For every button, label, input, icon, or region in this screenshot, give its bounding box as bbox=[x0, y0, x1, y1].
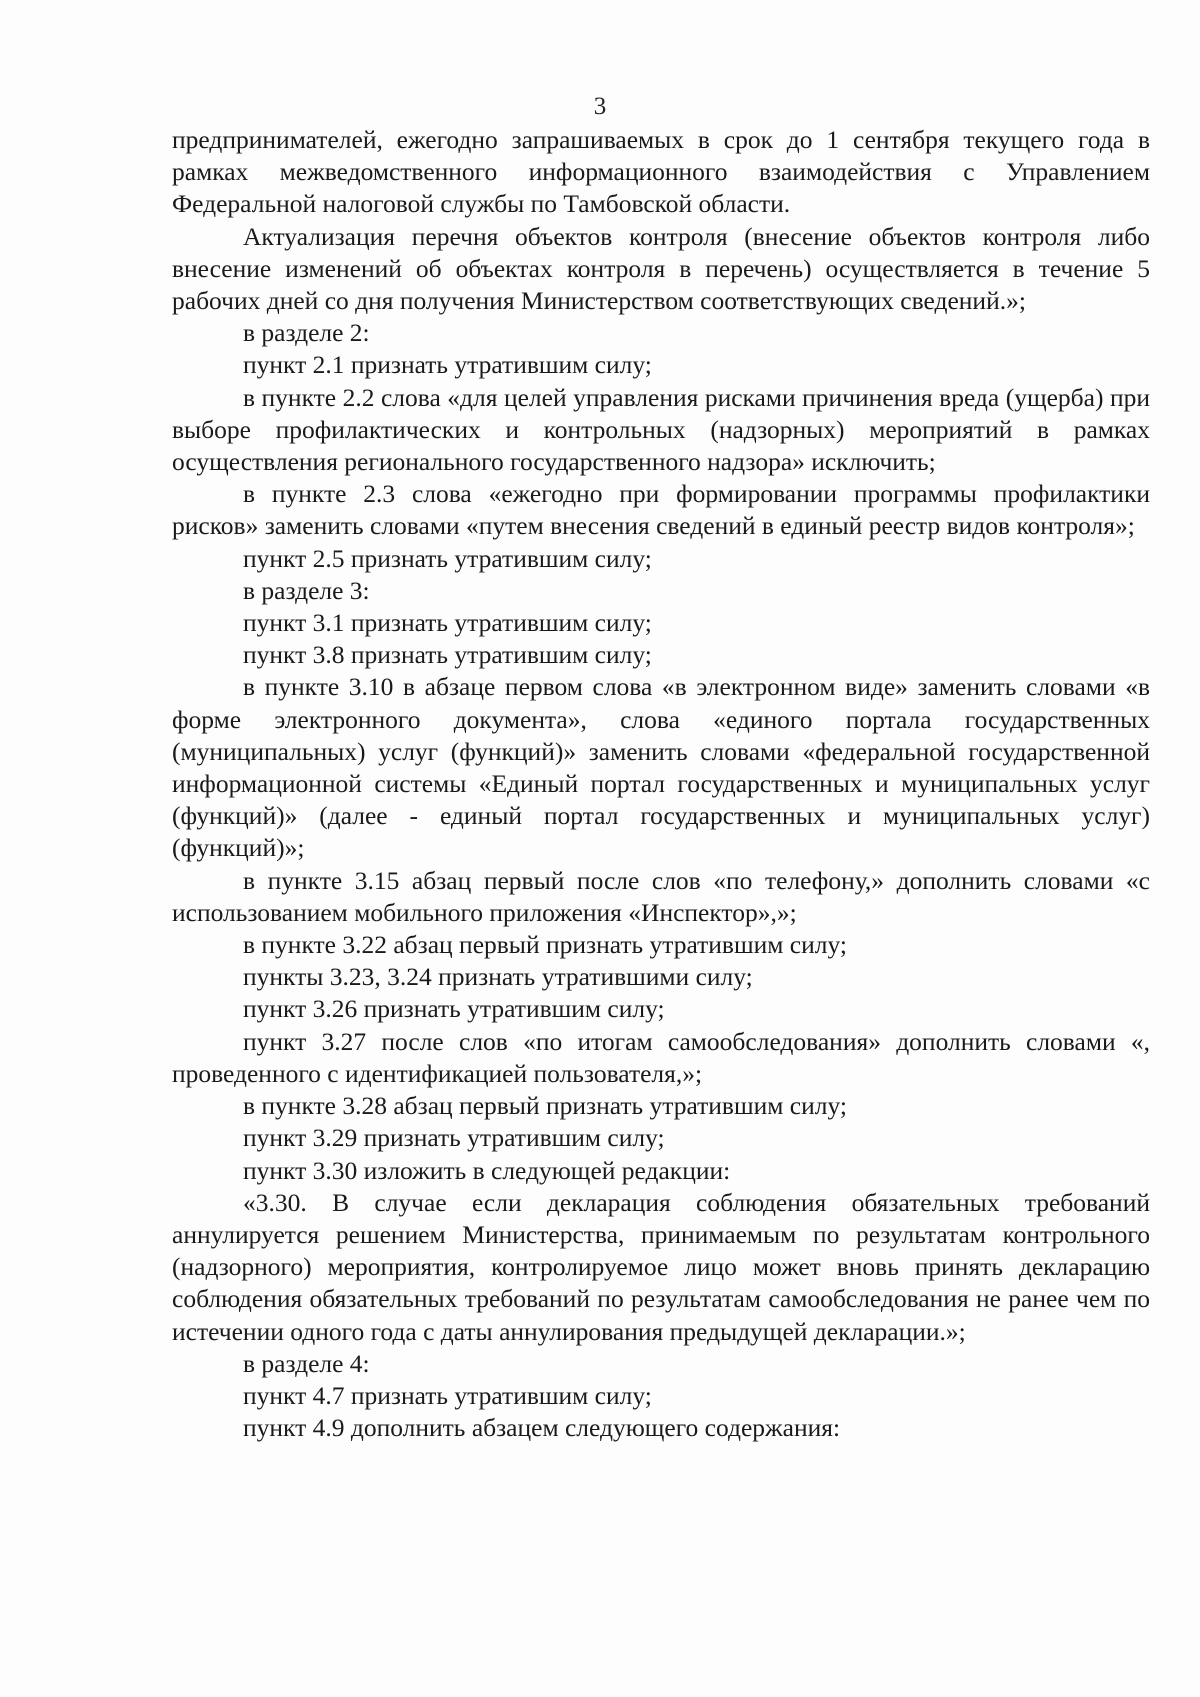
paragraph: в пункте 2.2 слова «для целей управления рисками причинения вреда (ущерба) при выборе профилактических и контрольных (надзорных) мероприятий в рамках осуществления регионального государственного надзора» исключить; bbox=[172, 382, 1150, 477]
paragraph: пункт 3.26 признать утратившим силу; bbox=[243, 994, 665, 1024]
paragraph: пункт 3.27 после слов «по итогам самообследования» дополнить словами «, проведенного с идентификацией пользователя,»; bbox=[172, 1026, 1150, 1088]
paragraph: пункт 3.29 признать утратившим силу; bbox=[243, 1123, 665, 1153]
paragraph: в разделе 4: bbox=[243, 1348, 370, 1378]
paragraph: в пункте 3.28 абзац первый признать утратившим силу; bbox=[243, 1091, 847, 1121]
paragraph: «3.30. В случае если декларация соблюдения обязательных требований аннулируется решением Министерства, принимаемым по результатам контрольного (надзорного) мероприятия, контролируемое лицо может вновь принять декларацию соблюдения обязательных требований по результатам самообследования не ранее чем по истечении одного года с даты аннулирования предыдущей декларации.»; bbox=[172, 1187, 1150, 1346]
paragraph: пункт 2.5 признать утратившим силу; bbox=[243, 543, 652, 573]
paragraph: пункт 3.30 изложить в следующей редакции: bbox=[243, 1155, 731, 1185]
paragraph: пункт 2.1 признать утратившим силу; bbox=[243, 350, 652, 380]
paragraph: пункт 3.8 признать утратившим силу; bbox=[243, 640, 652, 670]
document-body bbox=[172, 124, 1150, 1444]
paragraph: пункт 3.1 признать утратившим силу; bbox=[243, 608, 652, 638]
paragraph: Актуализация перечня объектов контроля (внесение объектов контроля либо внесение изменений об объектах контроля в перечень) осуществляется в течение 5 рабочих дней со дня получения Министерством соответствующих сведений.»; bbox=[172, 221, 1150, 316]
paragraph: в пункте 3.22 абзац первый признать утратившим силу; bbox=[243, 930, 847, 960]
paragraph: пункт 4.7 признать утратившим силу; bbox=[243, 1380, 652, 1410]
paragraph: в пункте 3.10 в абзаце первом слова «в электронном виде» заменить словами «в форме электронного документа», слова «единого портала государственных (муниципальных) услуг (функций)» заменить словами «федеральной государственной информационной системы «Единый портал государственных и муниципальных услуг (функций)» (далее - единый портал государственных и муниципальных услуг) (функций)»; bbox=[172, 672, 1150, 863]
paragraph: в пункте 3.15 абзац первый после слов «по телефону,» дополнить словами «с использованием мобильного приложения «Инспектор»,»; bbox=[172, 865, 1150, 927]
paragraph: в пункте 2.3 слова «ежегодно при формировании программы профилактики рисков» заменить словами «путем внесения сведений в единый реестр видов контроля»; bbox=[172, 479, 1150, 541]
page-number: 3 bbox=[593, 93, 607, 120]
paragraph: пункт 4.9 дополнить абзацем следующего содержания: bbox=[243, 1413, 841, 1443]
paragraph: в разделе 3: bbox=[243, 575, 370, 605]
paragraph: в разделе 2: bbox=[243, 318, 370, 348]
paragraph: пункты 3.23, 3.24 признать утратившими силу; bbox=[243, 962, 753, 992]
paragraph: предпринимателей, ежегодно запрашиваемых в срок до 1 сентября текущего года в рамках межведомственного информационного взаимодействия с Управлением Федеральной налоговой службы по Тамбовской области. bbox=[172, 125, 1150, 219]
